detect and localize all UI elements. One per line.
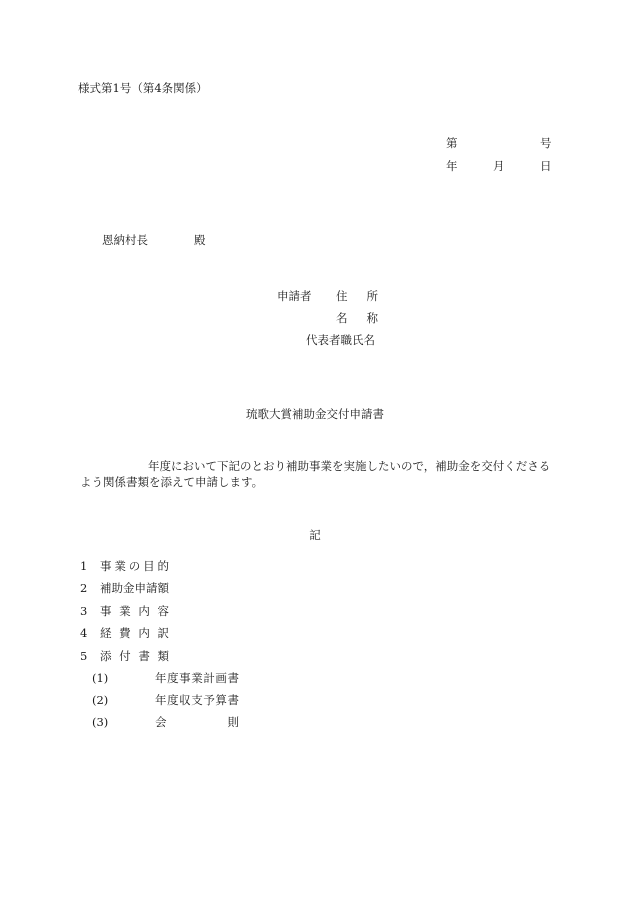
body-line: よう関係書類を添えて申請します。 xyxy=(80,475,264,489)
addressee-name: 恩納村長 xyxy=(102,233,148,247)
date-day: 日 xyxy=(540,159,552,173)
item-label: 添 付 書 類 xyxy=(100,649,169,663)
ki-heading: 記 xyxy=(309,528,321,542)
form-label: 様式第1号（第4条関係） xyxy=(78,81,208,95)
item-label: 事 業 内 容 xyxy=(100,604,169,618)
attachment-number: (3) xyxy=(92,715,109,729)
attachment-label: 年 度 事 業 計 画 書 xyxy=(155,671,239,685)
item-number: 3 xyxy=(80,604,88,618)
address-label: 住 所 xyxy=(336,289,378,303)
attachment-number: (1) xyxy=(92,671,109,685)
document-title: 琉歌大賞補助金交付申請書 xyxy=(246,407,384,421)
item-number: 5 xyxy=(80,649,88,663)
date-year: 年 xyxy=(446,159,458,173)
attachment-label: 年 度 収 支 予 算 書 xyxy=(155,693,239,707)
item-label: 補 助 金 申 請 額 xyxy=(100,581,169,595)
attachment-label: 会 則 xyxy=(155,715,239,729)
addressee-honorific: 殿 xyxy=(194,233,206,247)
item-number: 4 xyxy=(80,626,88,640)
item-label: 事 業 の 目 的 xyxy=(100,559,169,573)
doc-number-suffix: 号 xyxy=(540,136,552,150)
doc-number-prefix: 第 xyxy=(446,136,458,150)
representative-label: 代表者職氏名 xyxy=(306,333,375,347)
attachment-number: (2) xyxy=(92,693,109,707)
name-label: 名 称 xyxy=(336,311,378,325)
item-number: 1 xyxy=(80,559,88,573)
body-line: 年度において下記のとおり補助事業を実施したいので，補助金を交付くださる xyxy=(148,459,551,473)
item-label: 経 費 内 訳 xyxy=(100,626,169,640)
date-month: 月 xyxy=(493,159,505,173)
item-number: 2 xyxy=(80,581,88,595)
applicant-label: 申請者 xyxy=(277,289,312,303)
